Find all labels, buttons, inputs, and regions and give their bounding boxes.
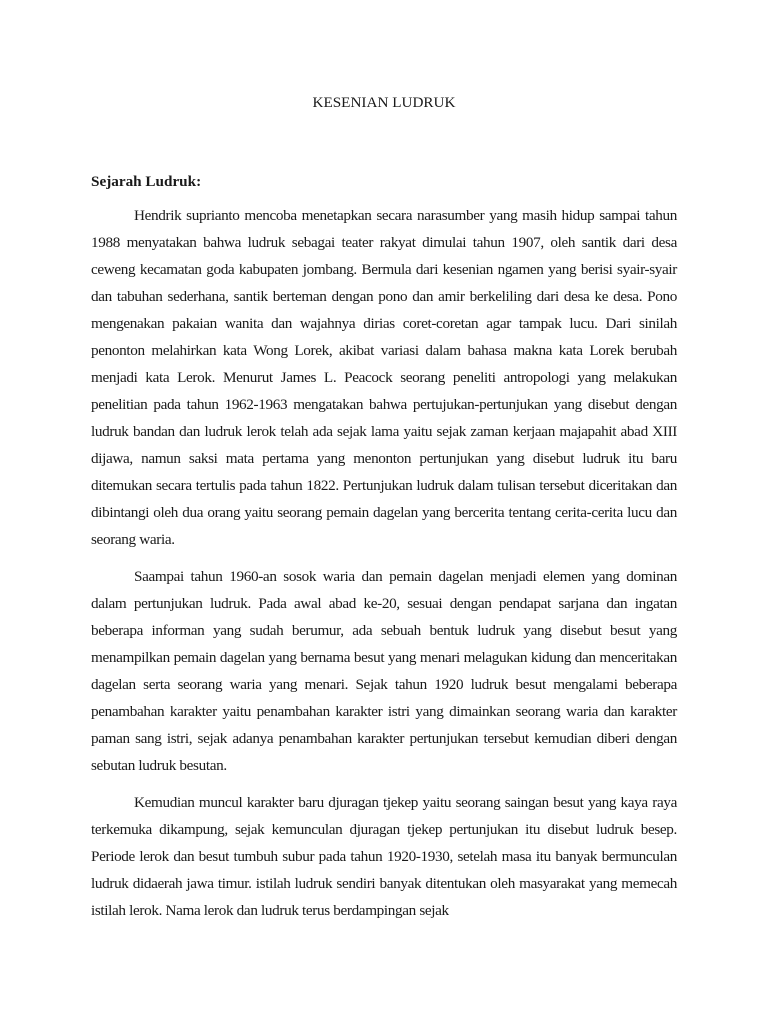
paragraph-2: Saampai tahun 1960-an sosok waria dan pemain dagelan menjadi elemen yang dominan dalam pertunjukan ludruk. Pada awal abad ke-20, sesuai dengan pendapat sarjana dan ingatan beberapa informan yang sudah berumur, ada sebuah bentuk ludruk yang disebut besut yang menampilkan pemain dagelan yang bernama besut yang menari melagukan kidung dan menceritakan dagelan serta seorang waria yang menari. Sejak tahun 1920 ludruk besut mengalami beberapa penambahan karakter yaitu penambahan karakter istri yang dimainkan seorang waria dan karakter paman sang istri, sejak adanya penambahan karakter pertunjukan tersebut kemudian diberi dengan sebutan ludruk besutan. <box>91 568 677 774</box>
section-heading: Sejarah Ludruk: <box>91 173 202 190</box>
paragraph-1: Hendrik suprianto mencoba menetapkan secara narasumber yang masih hidup sampai tahun 1988 menyatakan bahwa ludruk sebagai teater rakyat dimulai tahun 1907, oleh santik dari desa ceweng kecamatan goda kabupaten jombang. Bermula dari kesenian ngamen yang berisi syair-syair dan tabuhan sederhana, santik berteman dengan pono dan amir berkeliling dari desa ke desa. Pono mengenakan pakaian wanita dan wajahnya dirias coret-coretan agar tampak lucu. Dari sinilah penonton melahirkan kata Wong Lorek, akibat variasi dalam bahasa makna kata Lorek berubah menjadi kata Lerok. Menurut James L. Peacock seorang peneliti antropologi yang melakukan penelitian pada tahun 1962-1963 mengatakan bahwa pertujukan-pertunjukan yang disebut dengan ludruk bandan dan ludruk lerok telah ada sejak lama yaitu sejak zaman kerjaan majapahit abad XIII dijawa, namun saksi mata pertama yang menonton pertunjukan yang disebut ludruk itu baru ditemukan secara tertulis pada tahun 1822. Pertunjukan ludruk dalam tulisan tersebut diceritakan dan dibintangi oleh dua orang yaitu seorang pemain dagelan yang bercerita tentang cerita-cerita lucu dan seorang waria. <box>91 207 677 548</box>
document-title: KESENIAN LUDRUK <box>312 94 456 111</box>
paragraph-3: Kemudian muncul karakter baru djuragan tjekep yaitu seorang saingan besut yang kaya raya terkemuka dikampung, sejak kemunculan djuragan tjekep pertunjukan itu disebut ludruk besep. Periode lerok dan besut tumbuh subur pada tahun 1920-1930, setelah masa itu banyak bermunculan ludruk didaerah jawa timur. istilah ludruk sendiri banyak ditentukan oleh masyarakat yang memecah istilah lerok. Nama lerok dan ludruk terus berdampingan sejak <box>91 794 677 919</box>
document-body <box>91 93 677 924</box>
